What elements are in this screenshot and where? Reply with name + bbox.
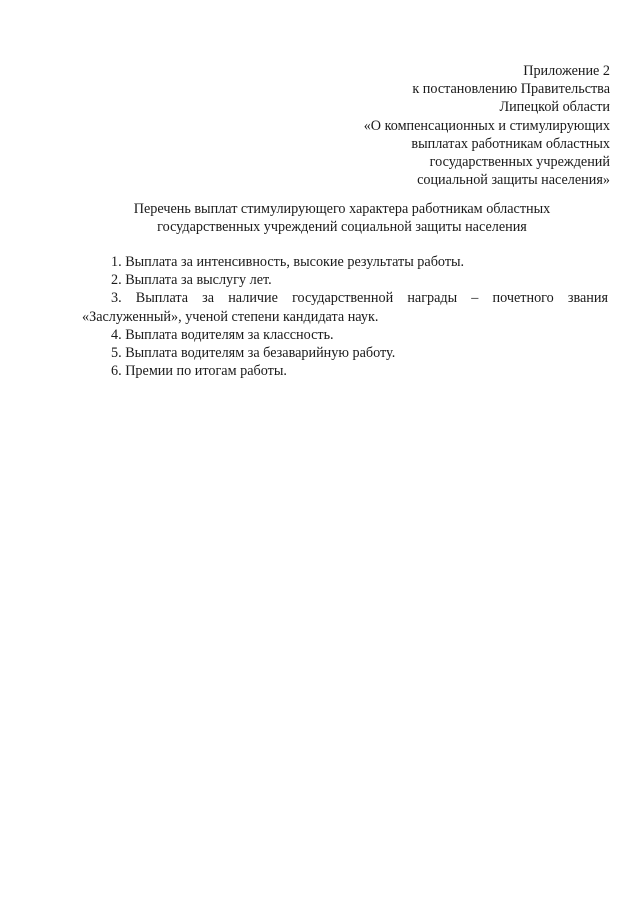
- appendix-line: к постановлению Правительства: [412, 81, 610, 98]
- list-item-line: «Заслуженный», ученой степени кандидата наук.: [82, 308, 379, 325]
- title-line: государственных учреждений социальной защиты населения: [157, 219, 527, 236]
- appendix-header: [270, 62, 610, 189]
- appendix-line: государственных учреждений: [429, 154, 610, 171]
- list-item: 2. Выплата за выслугу лет.: [111, 272, 272, 289]
- appendix-line: Липецкой области: [499, 99, 610, 116]
- list-item: 4. Выплата водителям за классность.: [111, 326, 334, 343]
- appendix-line: «О компенсационных и стимулирующих: [363, 117, 610, 134]
- document-title: [82, 200, 602, 236]
- list-item: [82, 289, 608, 325]
- list-item: 5. Выплата водителям за безаварийную работу.: [111, 345, 396, 362]
- payments-list: [82, 253, 608, 380]
- list-item: 1. Выплата за интенсивность, высокие результаты работы.: [111, 254, 465, 270]
- appendix-line: социальной защиты населения»: [417, 172, 610, 189]
- list-item-line: 3. Выплата за наличие государственной награды – почетного звания: [111, 290, 608, 307]
- appendix-line: выплатах работникам областных: [411, 135, 610, 152]
- list-item: 6. Премии по итогам работы.: [111, 363, 287, 380]
- title-line: Перечень выплат стимулирующего характера работникам областных: [133, 201, 551, 217]
- appendix-line: Приложение 2: [523, 63, 610, 79]
